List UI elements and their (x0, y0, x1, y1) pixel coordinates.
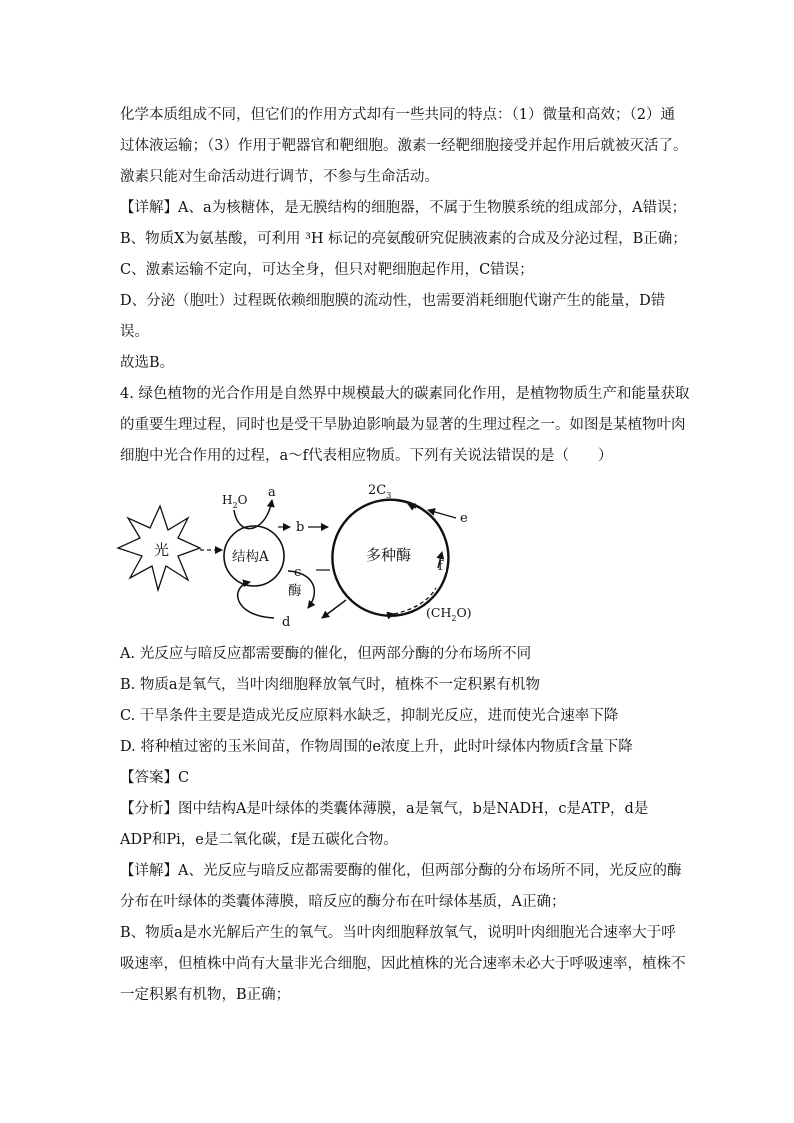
option-c: C. 干旱条件主要是造成光反应原料水缺乏，抑制光反应，进而使光合速率下降 (120, 708, 619, 724)
label-a: a (268, 485, 276, 500)
question-line: 细胞中光合作用的过程，a～f代表相应物质。下列有关说法错误的是（ ） (120, 448, 613, 464)
text-line: 过体液运输；（3）作用于靶器官和靶细胞。激素一经靶细胞接受并起作用后就被灭活了。 (120, 138, 688, 154)
option-d: D. 将种植过密的玉米间苗，作物周围的e浓度上升，此时叶绿体内物质f含量下降 (120, 739, 633, 755)
photosynthesis-diagram (116, 478, 496, 633)
explanation-line: 【详解】A、光反应与暗反应都需要酶的催化，但两部分酶的分布场所不同，光反应的酶 (120, 863, 682, 879)
option-a: A. 光反应与暗反应都需要酶的催化，但两部分酶的分布场所不同 (120, 646, 532, 662)
text-line: 化学本质组成不同，但它们的作用方式却有一些共同的特点：（1）微量和高效；（2）通 (120, 107, 675, 123)
analysis-line: 【分析】图中结构A是叶绿体的类囊体薄膜，a是氧气，b是NADH，c是ATP，d是 (120, 801, 649, 817)
explanation-line: B、物质a是水光解后产生的氧气。当叶肉细胞释放氧气，说明叶肉细胞光合速率大于呼 (120, 925, 676, 941)
label-d: d (282, 615, 291, 630)
structure-a-label: 结构A (232, 549, 269, 565)
c3-label: $2C_3$ (368, 483, 392, 500)
light-label: 光 (154, 541, 170, 559)
text-line: 误。 (120, 324, 149, 340)
text-line: C、激素运输不定向，可达全身，但只对靶细胞起作用，C错误； (120, 262, 534, 278)
answer-line: 【答案】C (120, 770, 190, 786)
question-line: 4. 绿色植物的光合作用是自然界中规模最大的碳素同化作用，是植物物质生产和能量获取 (120, 386, 690, 402)
explanation-line: 一定积累有机物，B正确； (120, 987, 291, 1003)
question-line: 的重要生理过程，同时也是受干旱胁迫影响最为显著的生理过程之一。如图是某植物叶肉 (120, 417, 686, 433)
text-line: B、物质X为氨基酸，可利用 ³H 标记的亮氨酸研究促胰液素的合成及分泌过程，B正确； (120, 231, 687, 247)
explanation-line: 分布在叶绿体的类囊体薄膜，暗反应的酶分布在叶绿体基质，A正确； (120, 894, 566, 910)
label-f: f (438, 559, 443, 574)
text-line: D、分泌（胞吐）过程既依赖细胞膜的流动性，也需要消耗细胞代谢产生的能量，D错 (120, 293, 666, 309)
explanation-line: 吸速率，但植株中尚有大量非光合细胞，因此植株的光合速率未必大于呼吸速率，植株不 (120, 956, 686, 972)
many-enzymes-label: 多种酶 (366, 546, 412, 564)
enzyme-label: 酶 (288, 583, 302, 599)
text-line: 故选B。 (120, 355, 175, 371)
text-line: 激素只能对生命活动进行调节，不参与生命活动。 (120, 169, 439, 185)
label-e: e (460, 511, 468, 526)
ch2o-label: $(CH_2O)$ (426, 605, 472, 623)
water-label: $H_2O$ (222, 493, 248, 510)
option-b: B. 物质a是氧气，当叶肉细胞释放氧气时，植株不一定积累有机物 (120, 677, 541, 693)
label-c: c (294, 565, 302, 580)
text-line: 【详解】A、a为核糖体，是无膜结构的细胞器，不属于生物膜系统的组成部分，A错误； (120, 200, 687, 216)
analysis-line: ADP和Pi，e是二氧化碳，f是五碳化合物。 (120, 832, 398, 848)
label-b: b (296, 520, 305, 535)
